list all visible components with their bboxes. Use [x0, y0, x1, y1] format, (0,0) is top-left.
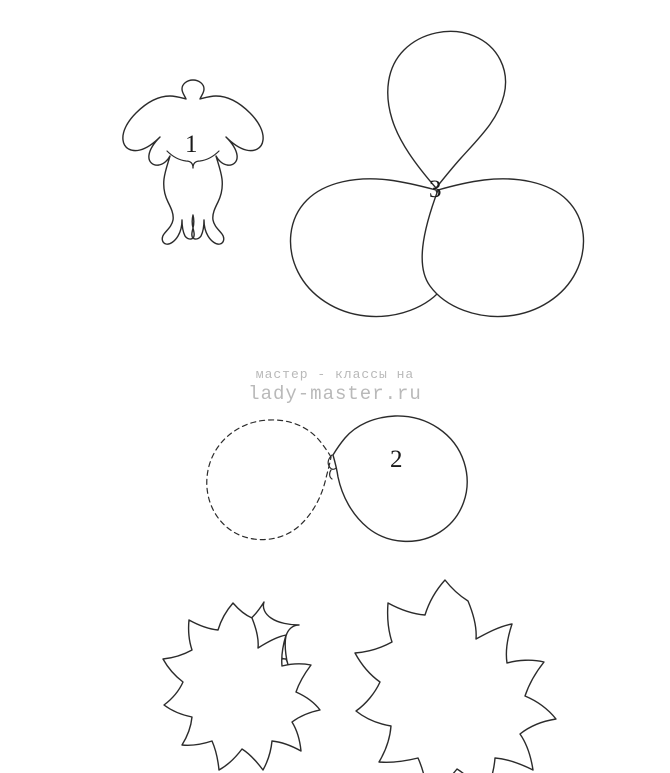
shape-2-twin-round-petal-template [207, 416, 467, 541]
shape-4-outline [163, 603, 320, 770]
watermark-line-2: lady-master.ru [248, 383, 422, 405]
shape-3-label: 3 [429, 176, 442, 203]
shape-1-orchid-lip-template [123, 80, 263, 244]
shape-1-label: 1 [185, 131, 198, 158]
watermark [235, 367, 435, 405]
shape-5-large-five-point-star-flower [355, 580, 556, 773]
shape-2-label: 2 [390, 446, 403, 473]
shape-3-three-petal-template [291, 31, 584, 316]
watermark-line-1: мастер - классы на [255, 367, 415, 382]
